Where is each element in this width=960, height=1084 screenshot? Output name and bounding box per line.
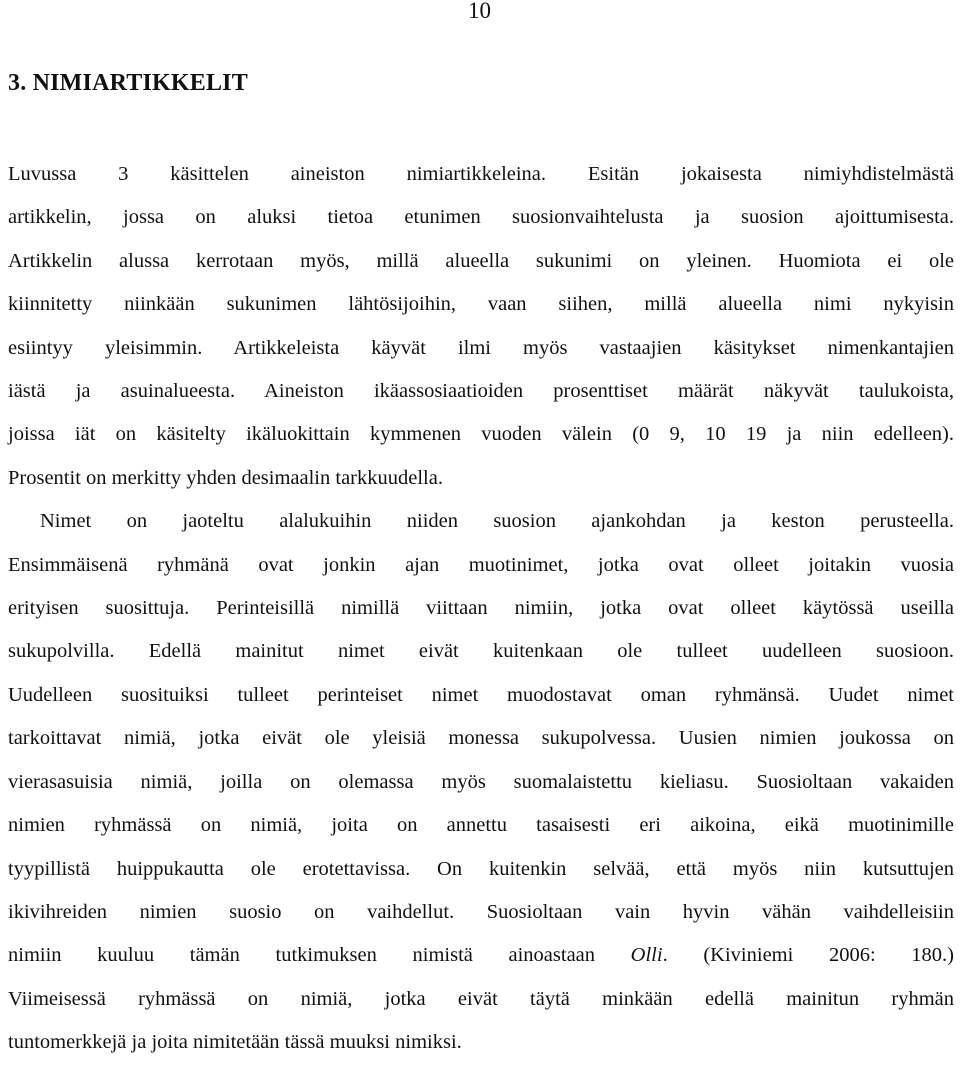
page-number: 10	[468, 0, 491, 23]
text-line: tarkoittavat nimiä, jotka eivät ole yleisiä monessa sukupolvessa. Uusien nimien joukossa on	[8, 727, 954, 750]
text-line: Artikkelin alussa kerrotaan myös, millä alueella sukunimi on yleinen. Huomiota ei ole	[8, 249, 954, 272]
name-olli: Olli	[630, 944, 663, 967]
text-line: nimien ryhmässä on nimiä, joita on annettu tasaisesti eri aikoina, eikä muotinimille	[8, 814, 954, 837]
body-text	[8, 153, 954, 1065]
text-line: kiinnitetty niinkään sukunimen lähtösijoihin, vaan siihen, millä alueella nimi nykyisin	[8, 293, 954, 316]
text-line: sukupolvilla. Edellä mainitut nimet eivät kuitenkaan ole tulleet uudelleen suosioon.	[8, 640, 954, 663]
olli-line-after: . (Kiviniemi 2006: 180.)	[662, 944, 954, 967]
text-line: joissa iät on käsitelty ikäluokittain kymmenen vuoden välein (0 9, 10 19 ja niin edelleen).	[8, 423, 954, 446]
text-line: Ensimmäisenä ryhmänä ovat jonkin ajan muotinimet, jotka ovat olleet joitakin vuosia	[8, 553, 954, 576]
text-line: Viimeisessä ryhmässä on nimiä, jotka eivät täytä minkään edellä mainitun ryhmän	[8, 987, 954, 1010]
text-line: artikkelin, jossa on aluksi tietoa etunimen suosionvaihtelusta ja suosion ajoittumisesta.	[8, 206, 954, 229]
text-line: Uudelleen suosituiksi tulleet perinteiset nimet muodostavat oman ryhmänsä. Uudet nimet	[8, 683, 954, 706]
text-line-olli	[8, 934, 954, 977]
text-line: esiintyy yleisimmin. Artikkeleista käyvät ilmi myös vastaajien käsitykset nimenkantajien	[8, 336, 954, 359]
text-line: Nimet on jaoteltu alalukuihin niiden suosion ajankohdan ja keston perusteella.	[40, 510, 954, 533]
text-line: Luvussa 3 käsittelen aineiston nimiartikkeleina. Esitän jokaisesta nimiyhdistelmästä	[8, 163, 954, 185]
text-line: tuntomerkkejä ja joita nimitetään tässä muuksi nimiksi.	[8, 1031, 462, 1054]
paragraph-groups	[8, 500, 954, 1064]
text-line: iästä ja asuinalueesta. Aineiston ikäassosiaatioiden prosenttiset määrät näkyvät taulukoista,	[8, 380, 954, 403]
text-line: erityisen suosittuja. Perinteisillä nimillä viittaan nimiin, jotka ovat olleet käytössä useilla	[8, 597, 954, 620]
olli-line-before: nimiin kuuluu tämän tutkimuksen nimistä ainoastaan	[8, 944, 631, 967]
chapter-heading: 3. NIMIARTIKKELIT	[8, 70, 248, 96]
text-line: Prosentit on merkitty yhden desimaalin tarkkuudella.	[8, 466, 443, 489]
text-line: vierasasuisia nimiä, joilla on olemassa myös suomalaistettu kieliasu. Suosioltaan vakaiden	[8, 770, 954, 793]
text-line: tyypillistä huippukautta ole erotettavissa. On kuitenkin selvää, että myös niin kutsuttujen	[8, 857, 954, 880]
text-line: ikivihreiden nimien suosio on vaihdellut. Suosioltaan vain hyvin vähän vaihdelleisiin	[8, 900, 954, 923]
paragraph-intro	[8, 153, 954, 500]
